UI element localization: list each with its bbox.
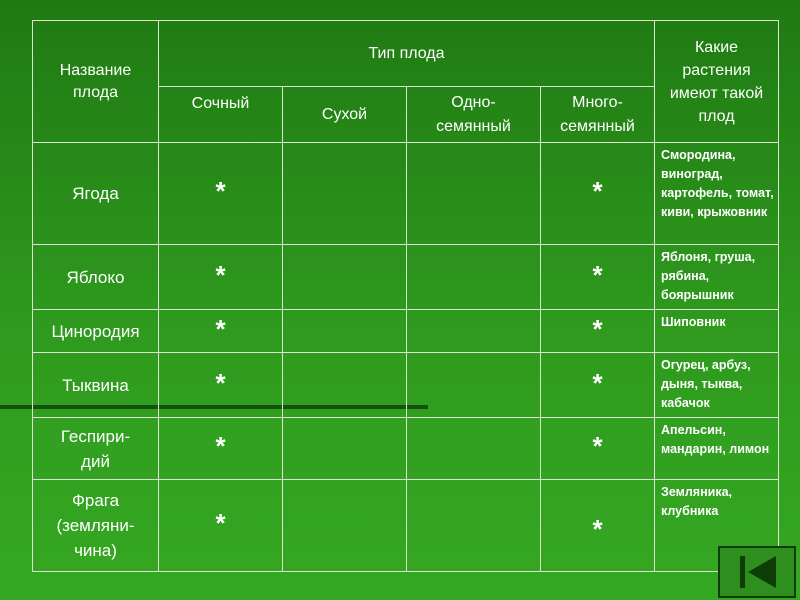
table-row [33, 245, 779, 310]
single-seed-mark [407, 143, 541, 245]
juicy-mark: * [215, 313, 226, 344]
header-multi-seed: Много-семянный [541, 87, 655, 143]
dry-mark [283, 245, 407, 310]
single-seed-mark [407, 310, 541, 353]
multi-seed-mark: * [592, 431, 603, 461]
dry-mark [283, 143, 407, 245]
table-row [33, 418, 779, 480]
single-seed-mark [407, 353, 541, 418]
single-seed-mark [407, 480, 541, 572]
fruit-name: Цинородия [33, 310, 159, 353]
dry-mark [283, 418, 407, 480]
table-row [33, 143, 779, 245]
fruit-name: Ягода [33, 143, 159, 245]
juicy-mark: * [215, 259, 226, 290]
fruit-name: Тыквина [33, 353, 159, 418]
back-to-start-button[interactable] [718, 546, 796, 598]
header-plants: Какие растения имеют такой плод [655, 21, 779, 143]
table-row [33, 353, 779, 418]
table-row [33, 480, 779, 572]
single-seed-mark [407, 418, 541, 480]
table-row [33, 310, 779, 353]
dry-mark [283, 353, 407, 418]
header-fruit-name: Название плода [33, 21, 159, 143]
header-fruit-type: Тип плода [159, 21, 655, 87]
multi-seed-mark: * [592, 514, 603, 544]
fruit-name: Яблоко [33, 245, 159, 310]
dry-mark [283, 480, 407, 572]
multi-seed-mark: * [592, 176, 603, 206]
multi-seed-mark: * [592, 259, 603, 290]
multi-seed-mark: * [592, 313, 603, 344]
multi-seed-mark: * [592, 367, 603, 398]
back-to-start-icon [720, 548, 794, 596]
fruit-types-table [32, 20, 779, 572]
header-juicy: Сочный [159, 87, 283, 143]
plants-list: Смородина, виноград, картофель, томат, киви, крыжовник [655, 143, 779, 245]
juicy-mark: * [215, 508, 226, 538]
header-single-seed: Одно-семянный [407, 87, 541, 143]
fruit-name: Фрага (земляни-чина) [33, 480, 159, 572]
plants-list: Шиповник [655, 310, 779, 353]
plants-list: Яблоня, груша, рябина, боярышник [655, 245, 779, 310]
fruit-name: Геспири-дий [33, 418, 159, 480]
plants-list: Огурец, арбуз, дыня, тыква, кабачок [655, 353, 779, 418]
juicy-mark: * [215, 431, 226, 461]
single-seed-mark [407, 245, 541, 310]
plants-list: Апельсин, мандарин, лимон [655, 418, 779, 480]
plants-list: Земляника, клубника [655, 480, 779, 572]
dry-mark [283, 310, 407, 353]
juicy-mark: * [215, 367, 226, 398]
juicy-mark: * [215, 176, 226, 206]
header-dry: Сухой [283, 87, 407, 143]
